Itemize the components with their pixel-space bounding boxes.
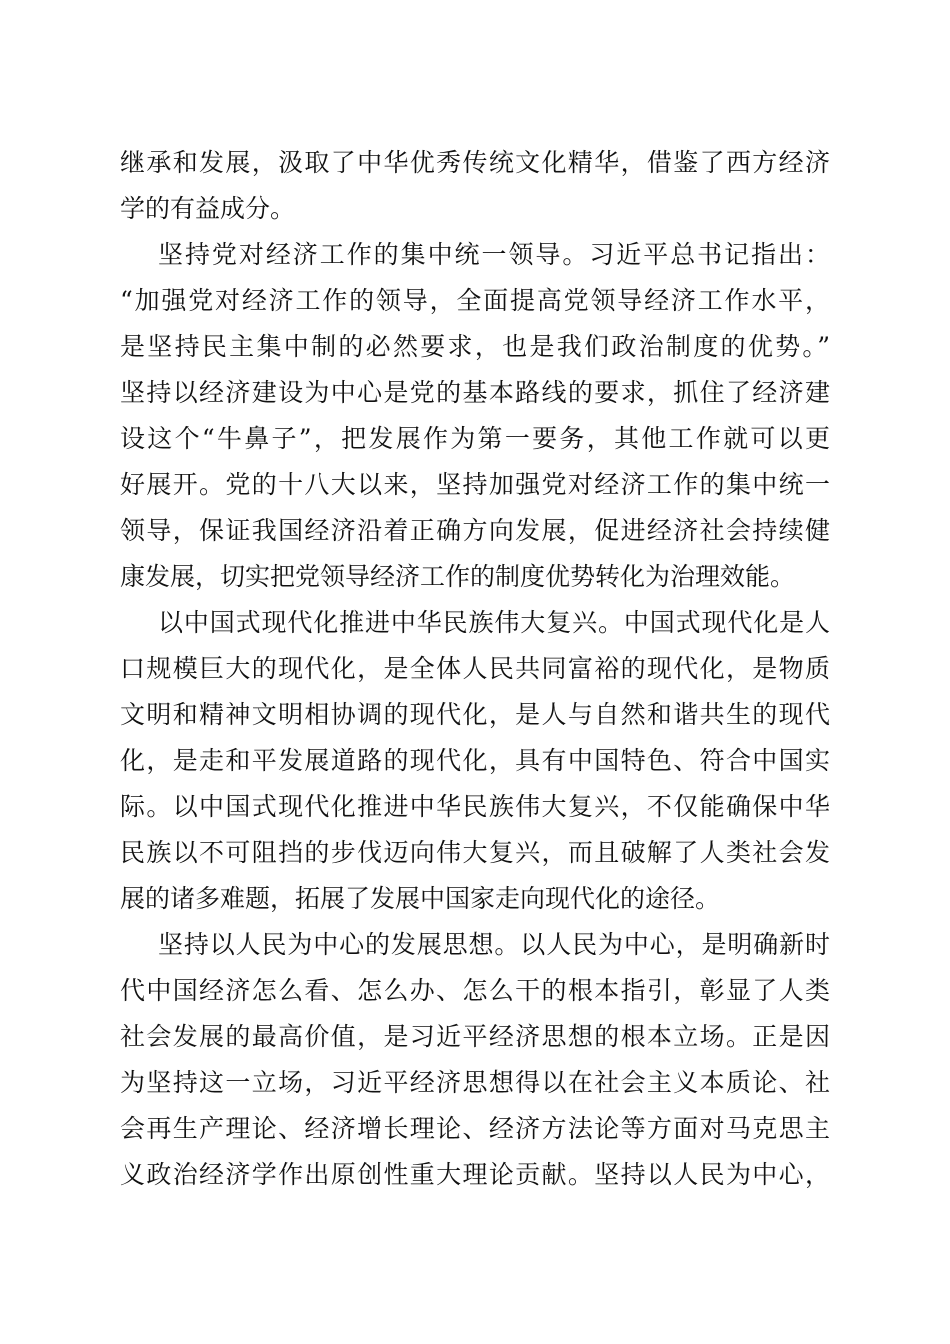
text-line: 为坚持这一立场，习近平经济思想得以在社会主义本质论、社 bbox=[120, 1068, 830, 1097]
text-line: 继承和发展，汲取了中华优秀传统文化精华，借鉴了西方经济 bbox=[120, 148, 830, 177]
text-line: 文明和精神文明相协调的现代化，是人与自然和谐共生的现代 bbox=[120, 700, 830, 729]
text-line: 好展开。党的十八大以来，坚持加强党对经济工作的集中统一 bbox=[120, 470, 830, 499]
text-line: 康发展，切实把党领导经济工作的制度优势转化为治理效能。 bbox=[120, 562, 796, 591]
text-line: 民族以不可阻挡的步伐迈向伟大复兴，而且破解了人类社会发 bbox=[120, 838, 830, 867]
text-line: 领导，保证我国经济沿着正确方向发展，促进经济社会持续健 bbox=[120, 516, 830, 545]
text-line: 以中国式现代化推进中华民族伟大复兴。中国式现代化是人 bbox=[158, 608, 830, 637]
text-line: 代中国经济怎么看、怎么办、怎么干的根本指引，彰显了人类 bbox=[120, 976, 830, 1005]
body-text bbox=[120, 140, 830, 1198]
text-line: 学的有益成分。 bbox=[120, 194, 296, 223]
text-line: 义政治经济学作出原创性重大理论贡献。坚持以人民为中心， bbox=[120, 1160, 830, 1189]
text-line: 会再生产理论、经济增长理论、经济方法论等方面对马克思主 bbox=[120, 1114, 830, 1143]
text-line: 设这个“牛鼻子”，把发展作为第一要务，其他工作就可以更 bbox=[120, 424, 830, 453]
text-line: 际。以中国式现代化推进中华民族伟大复兴，不仅能确保中华 bbox=[120, 792, 830, 821]
text-line: 坚持党对经济工作的集中统一领导。习近平总书记指出： bbox=[158, 240, 830, 269]
text-line: 化，是走和平发展道路的现代化，具有中国特色、符合中国实 bbox=[120, 746, 830, 775]
text-line: 展的诸多难题，拓展了发展中国家走向现代化的途径。 bbox=[120, 884, 721, 913]
text-line: 口规模巨大的现代化，是全体人民共同富裕的现代化，是物质 bbox=[120, 654, 830, 683]
text-line: 坚持以经济建设为中心是党的基本路线的要求，抓住了经济建 bbox=[120, 378, 830, 407]
text-line: 社会发展的最高价值，是习近平经济思想的根本立场。正是因 bbox=[120, 1022, 830, 1051]
text-line: 是坚持民主集中制的必然要求，也是我们政治制度的优势。” bbox=[120, 332, 830, 361]
text-line: 坚持以人民为中心的发展思想。以人民为中心，是明确新时 bbox=[158, 930, 830, 959]
text-line: “加强党对经济工作的领导，全面提高党领导经济工作水平， bbox=[120, 286, 830, 315]
